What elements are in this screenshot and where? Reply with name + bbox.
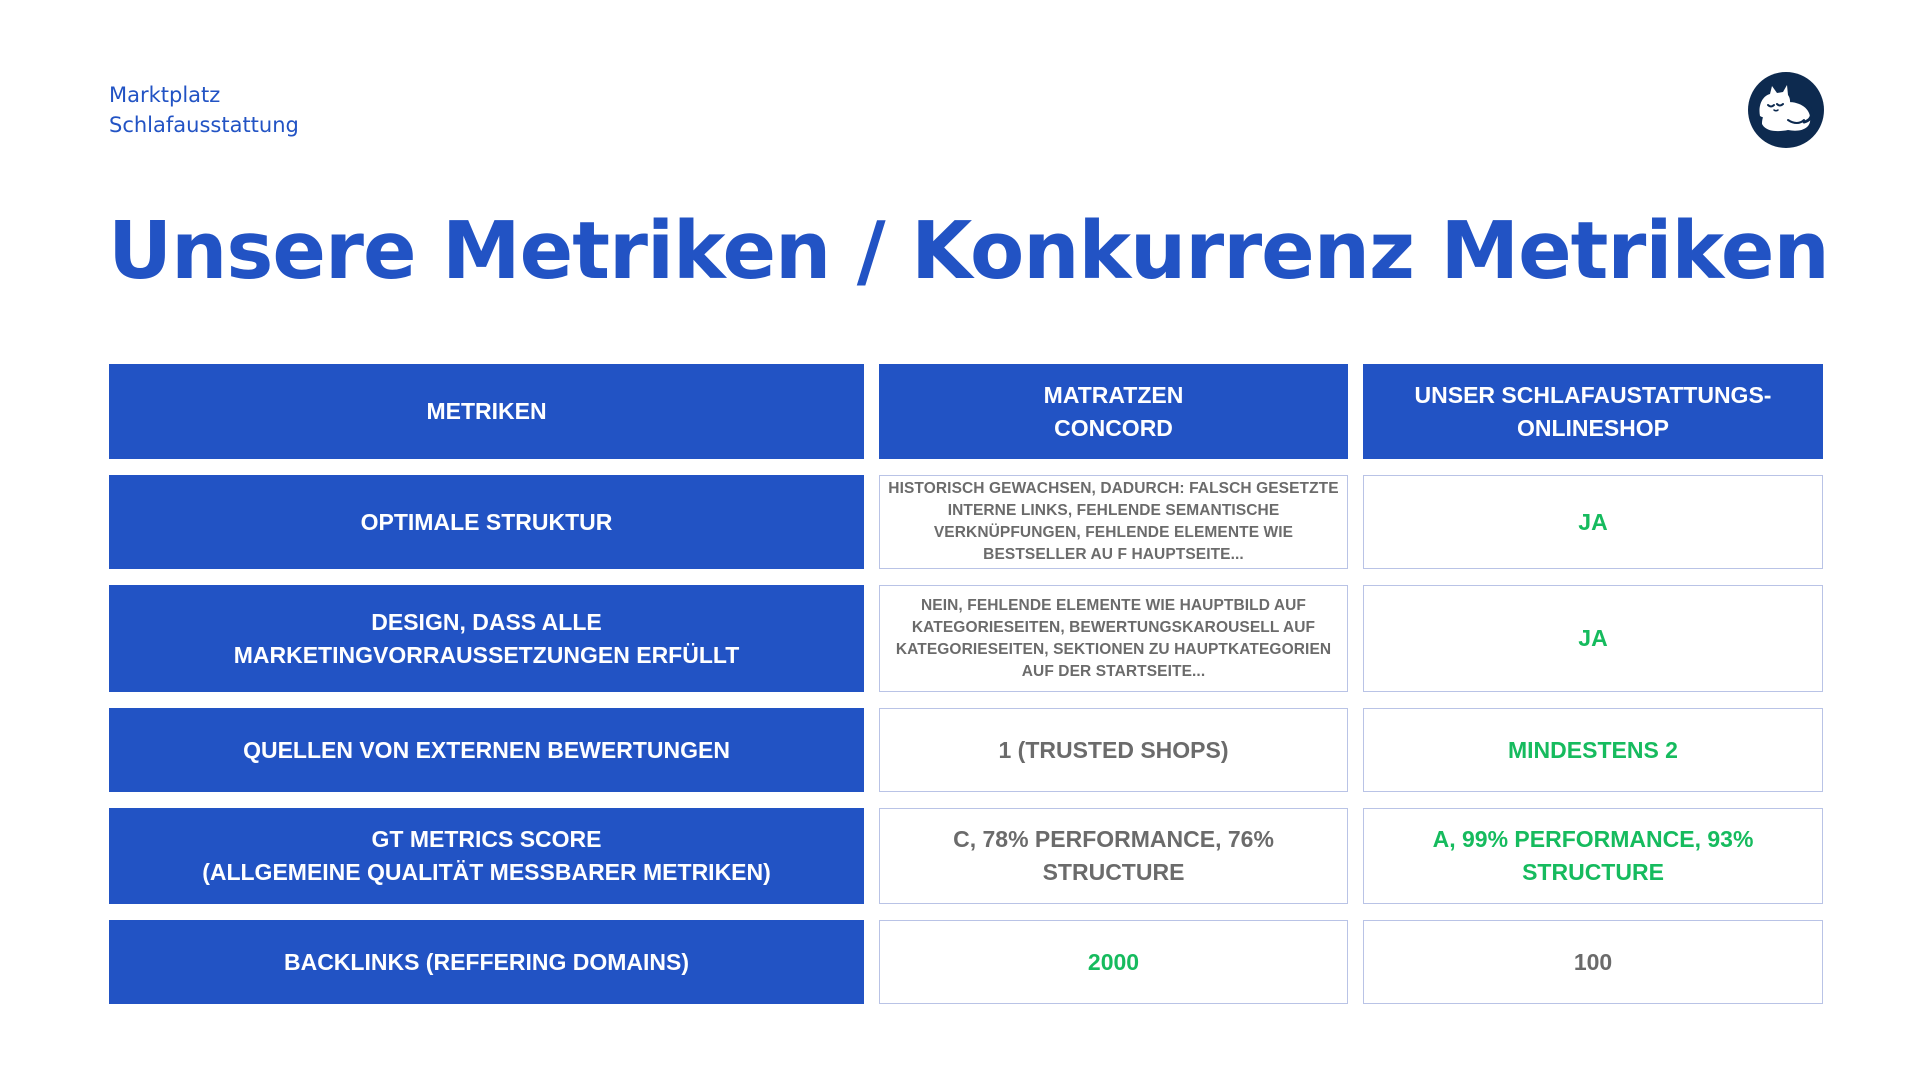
row-competitor-value bbox=[879, 708, 1348, 792]
competitor-value-text: 2000 bbox=[1087, 948, 1140, 975]
row-metric bbox=[109, 708, 864, 792]
row-ours-value bbox=[1363, 585, 1823, 692]
row-metric bbox=[109, 808, 864, 904]
row-ours-value bbox=[1363, 475, 1823, 569]
row-ours-value bbox=[1363, 708, 1823, 792]
header-competitor-label: MATRATZEN CONCORD bbox=[1043, 381, 1184, 441]
page-title: Unsere Metriken / Konkurrenz Metriken bbox=[108, 205, 1829, 297]
row-metric-label: OPTIMALE STRUKTUR bbox=[360, 508, 613, 535]
row-competitor-value bbox=[879, 475, 1348, 569]
header-metric-label: METRIKEN bbox=[426, 398, 547, 424]
row-metric-label: DESIGN, DASS ALLE MARKETINGVORRAUSSETZUNGEN ERFÜLLT bbox=[233, 608, 740, 668]
row-metric-label: GT METRICS SCORE (ALLGEMEINE QUALITÄT MESSBARER METRIKEN) bbox=[202, 826, 771, 885]
brand-line-2: Schlafausstattung bbox=[109, 113, 299, 137]
competitor-value-text: C, 78% PERFORMANCE, 76% STRUCTURE bbox=[953, 826, 1274, 885]
header-ours-label: UNSER SCHLAFAUSTATTUNGS- ONLINESHOP bbox=[1414, 381, 1772, 441]
ours-value-text: 100 bbox=[1573, 948, 1613, 975]
metrics-table bbox=[109, 364, 1823, 1004]
ours-value-text: MINDESTENS 2 bbox=[1508, 736, 1678, 763]
row-metric bbox=[109, 585, 864, 692]
row-ours-value bbox=[1363, 808, 1823, 904]
row-metric bbox=[109, 475, 864, 569]
competitor-value-text: NEIN, FEHLENDE ELEMENTE WIE HAUPTBILD AUF KATEGORIESEITEN, BEWERTUNGSKAROUSELL AUF KATEGORIESEITEN, SEKTIONEN ZU HAUPTKATEGORIEN AUF DER STARTSEITE... bbox=[895, 596, 1332, 680]
row-metric-label: QUELLEN VON EXTERNEN BEWERTUNGEN bbox=[243, 736, 730, 763]
header-competitor bbox=[879, 364, 1348, 459]
row-metric-label: BACKLINKS (REFFERING DOMAINS) bbox=[283, 948, 690, 975]
ours-value-text: JA bbox=[1578, 508, 1608, 535]
competitor-value-text: 1 (TRUSTED SHOPS) bbox=[998, 736, 1229, 763]
header-metric bbox=[109, 364, 864, 459]
row-ours-value bbox=[1363, 920, 1823, 1004]
row-competitor-value bbox=[879, 585, 1348, 692]
row-competitor-value bbox=[879, 808, 1348, 904]
header-ours bbox=[1363, 364, 1823, 459]
sleeping-cat-icon bbox=[1748, 72, 1824, 148]
competitor-value-text: HISTORISCH GEWACHSEN, DADURCH: FALSCH GESETZTE INTERNE LINKS, FEHLENDE SEMANTISCHE VERKNÜPFUNGEN, FEHLENDE ELEMENTE WIE BESTSELLER AU F HAUPTSEITE... bbox=[888, 480, 1339, 563]
brand-line-1: Marktplatz bbox=[109, 83, 221, 107]
row-competitor-value bbox=[879, 920, 1348, 1004]
ours-value-text: JA bbox=[1578, 625, 1608, 651]
row-metric bbox=[109, 920, 864, 1004]
ours-value-text: A, 99% PERFORMANCE, 93% STRUCTURE bbox=[1432, 826, 1754, 885]
brand-text bbox=[109, 80, 299, 140]
